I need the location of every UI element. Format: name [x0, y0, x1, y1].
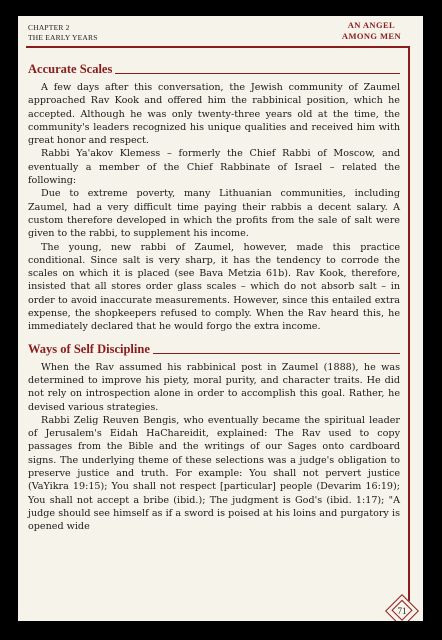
running-header-right — [342, 20, 401, 42]
book-title-line1: AN ANGEL — [347, 20, 396, 30]
paragraph: Due to extreme poverty, many Lithuanian communities, including Zaumel, had a very difficult time paying their rabbis a decent salary. A custom therefore developed in which the profits from the sale of salt were given to the rabbi, to supplement his income. — [28, 188, 400, 240]
header-rule — [26, 46, 408, 48]
heading-rule — [115, 73, 400, 74]
page-content — [28, 62, 400, 534]
paragraph: Rabbi Ya'akov Klemess – formerly the Chief Rabbi of Moscow, and eventually a member of the Chief Rabbinate of Israel – related the following: — [28, 148, 400, 187]
book-page — [18, 16, 423, 621]
chapter-label: CHAPTER 2 — [28, 23, 70, 32]
side-rule — [408, 46, 410, 591]
section-heading — [28, 342, 400, 356]
paragraph: Rabbi Zelig Reuven Bengis, who eventually became the spiritual leader of Jerusalem's Eidah HaChareidit, explained: The Rav used to copy passages from the Bible and the writings of our Sages onto cardboard signs. The underlying theme of these selections was a judge's obligation to preserve justice and truth. For example: You shall not pervert justice (VaYikra 19:15); You shall not respect [particular] people (Devarim 16:19); You shall not accept a bribe (ibid.); The judgment is God's (ibid. 1:17); "A judge should see himself as if a sword is poised at his loins and purgatory is opened wide — [28, 414, 400, 533]
section-label: THE EARLY YEARS — [28, 33, 98, 42]
book-title-line2: AMONG MEN — [341, 31, 401, 41]
paragraph: A few days after this conversation, the Jewish community of Zaumel approached Rav Kook and offered him the rabbinical position, which he accepted. Although he was only twenty-three years old at the time, the community's leaders recognized his unique qualities and received him with great honor and respect. — [28, 82, 400, 147]
page-number: 71 — [397, 606, 407, 616]
running-header-left — [28, 23, 98, 43]
section-title: Ways of Self Discipline — [28, 341, 150, 356]
paragraph: The young, new rabbi of Zaumel, however, made this practice conditional. Since salt is very sharp, it has the tendency to corrode the scales on which it is placed (see Bava Metzia 61b). Rav Kook, therefore, insisted that all stores order glass scales – which do not absorb salt – in order to avoid inaccurate measurements. However, since this entailed extra expense, the shopkeepers refused to comply. When the Rav heard this, he immediately declared that he would forgo the extra income. — [28, 241, 400, 333]
paragraph: When the Rav assumed his rabbinical post in Zaumel (1888), he was determined to improve his piety, moral purity, and character traits. He did not rely on introspection alone in order to accomplish this goal. Rather, he devised various strategies. — [28, 361, 400, 413]
section-heading — [28, 62, 400, 76]
heading-rule — [153, 353, 400, 354]
section-title: Accurate Scales — [28, 62, 113, 76]
